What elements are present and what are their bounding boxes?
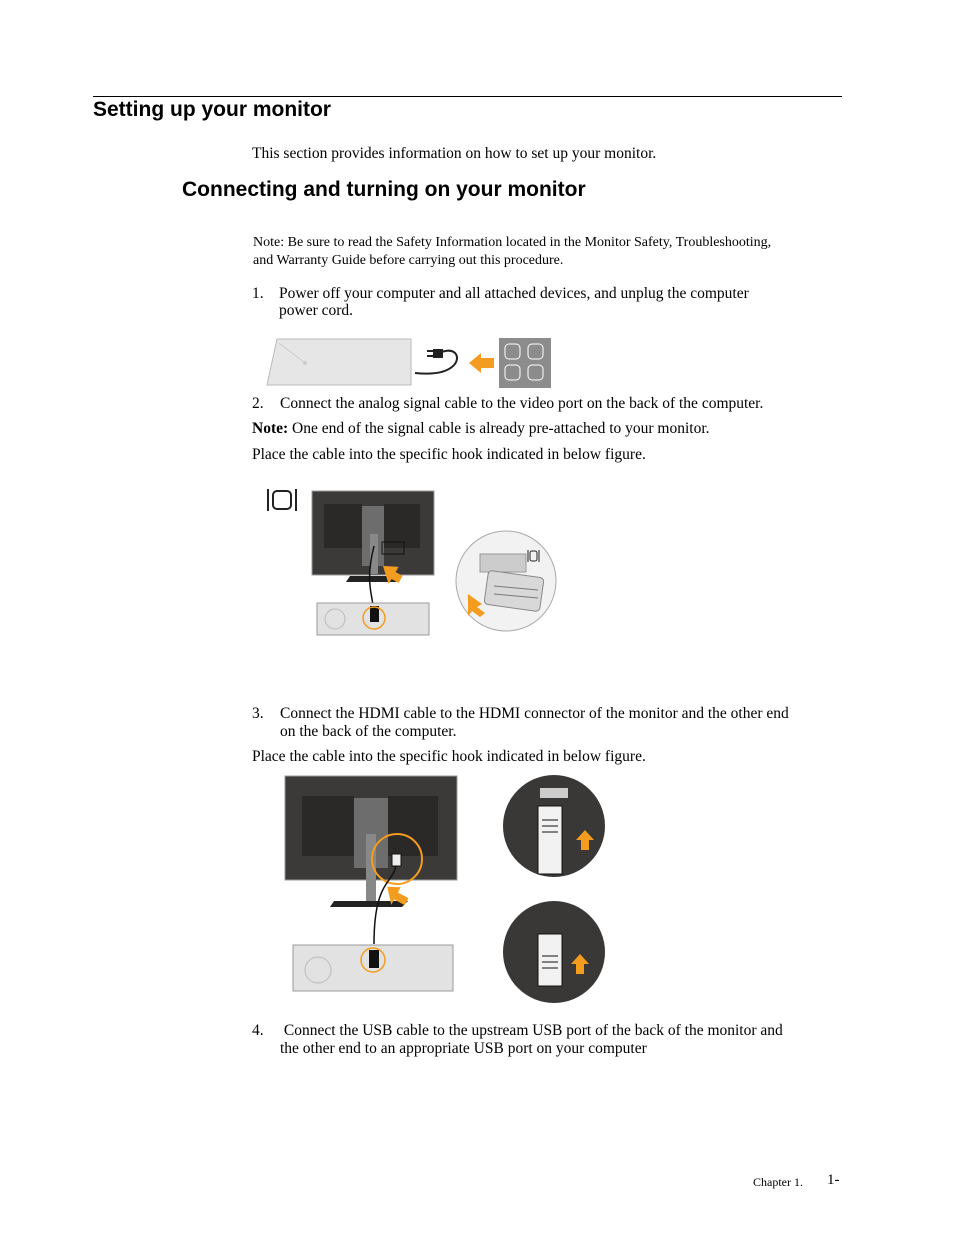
step-4-line1: Connect the USB cable to the upstream USB port of the back of the monitor and — [280, 1022, 783, 1039]
hdmi-figure — [284, 774, 614, 1004]
step-3-number: 3. — [252, 705, 264, 722]
step-4-line2: the other end to an appropriate USB port on your computer — [280, 1040, 647, 1057]
note-2 — [252, 420, 710, 438]
footer-chapter: Chapter 1. — [753, 1175, 803, 1189]
intro-text: This section provides information on how to set up your monitor. — [252, 145, 657, 162]
note-2-label: Note: — [252, 420, 289, 437]
footer-page-number: 1- — [827, 1172, 840, 1188]
note-2-text: One end of the signal cable is already pre-attached to your monitor. — [292, 420, 710, 437]
step-2-number: 2. — [252, 395, 264, 412]
wall-outlet-icon — [499, 338, 551, 388]
header-rule — [93, 96, 842, 97]
step-1-line1: Power off your computer and all attached devices, and unplug the computer — [279, 285, 749, 302]
vga-port-icon — [268, 489, 296, 511]
unplug-figure — [265, 337, 555, 389]
step-2-line1: Connect the analog signal cable to the video port on the back of the computer. — [280, 395, 764, 412]
place-cable-text-2: Place the cable into the specific hook indicated in below figure. — [252, 748, 646, 765]
step-1-number: 1. — [252, 285, 264, 302]
page-title: Setting up your monitor — [93, 98, 331, 121]
orange-arrow-icon — [469, 353, 494, 373]
note-top-line1: Note: Be sure to read the Safety Information located in the Monitor Safety, Troubleshooting, — [253, 235, 772, 250]
note-top-line2: and Warranty Guide before carrying out this procedure. — [253, 253, 564, 268]
step-3-line1: Connect the HDMI cable to the HDMI connector of the monitor and the other end — [280, 705, 789, 722]
step-1-line2: power cord. — [279, 302, 354, 319]
step-3-line2: on the back of the computer. — [280, 723, 457, 740]
step-4-number: 4. — [252, 1022, 264, 1039]
place-cable-text-1: Place the cable into the specific hook indicated in below figure. — [252, 446, 646, 463]
section-title: Connecting and turning on your monitor — [182, 178, 586, 201]
vga-figure — [262, 486, 562, 638]
